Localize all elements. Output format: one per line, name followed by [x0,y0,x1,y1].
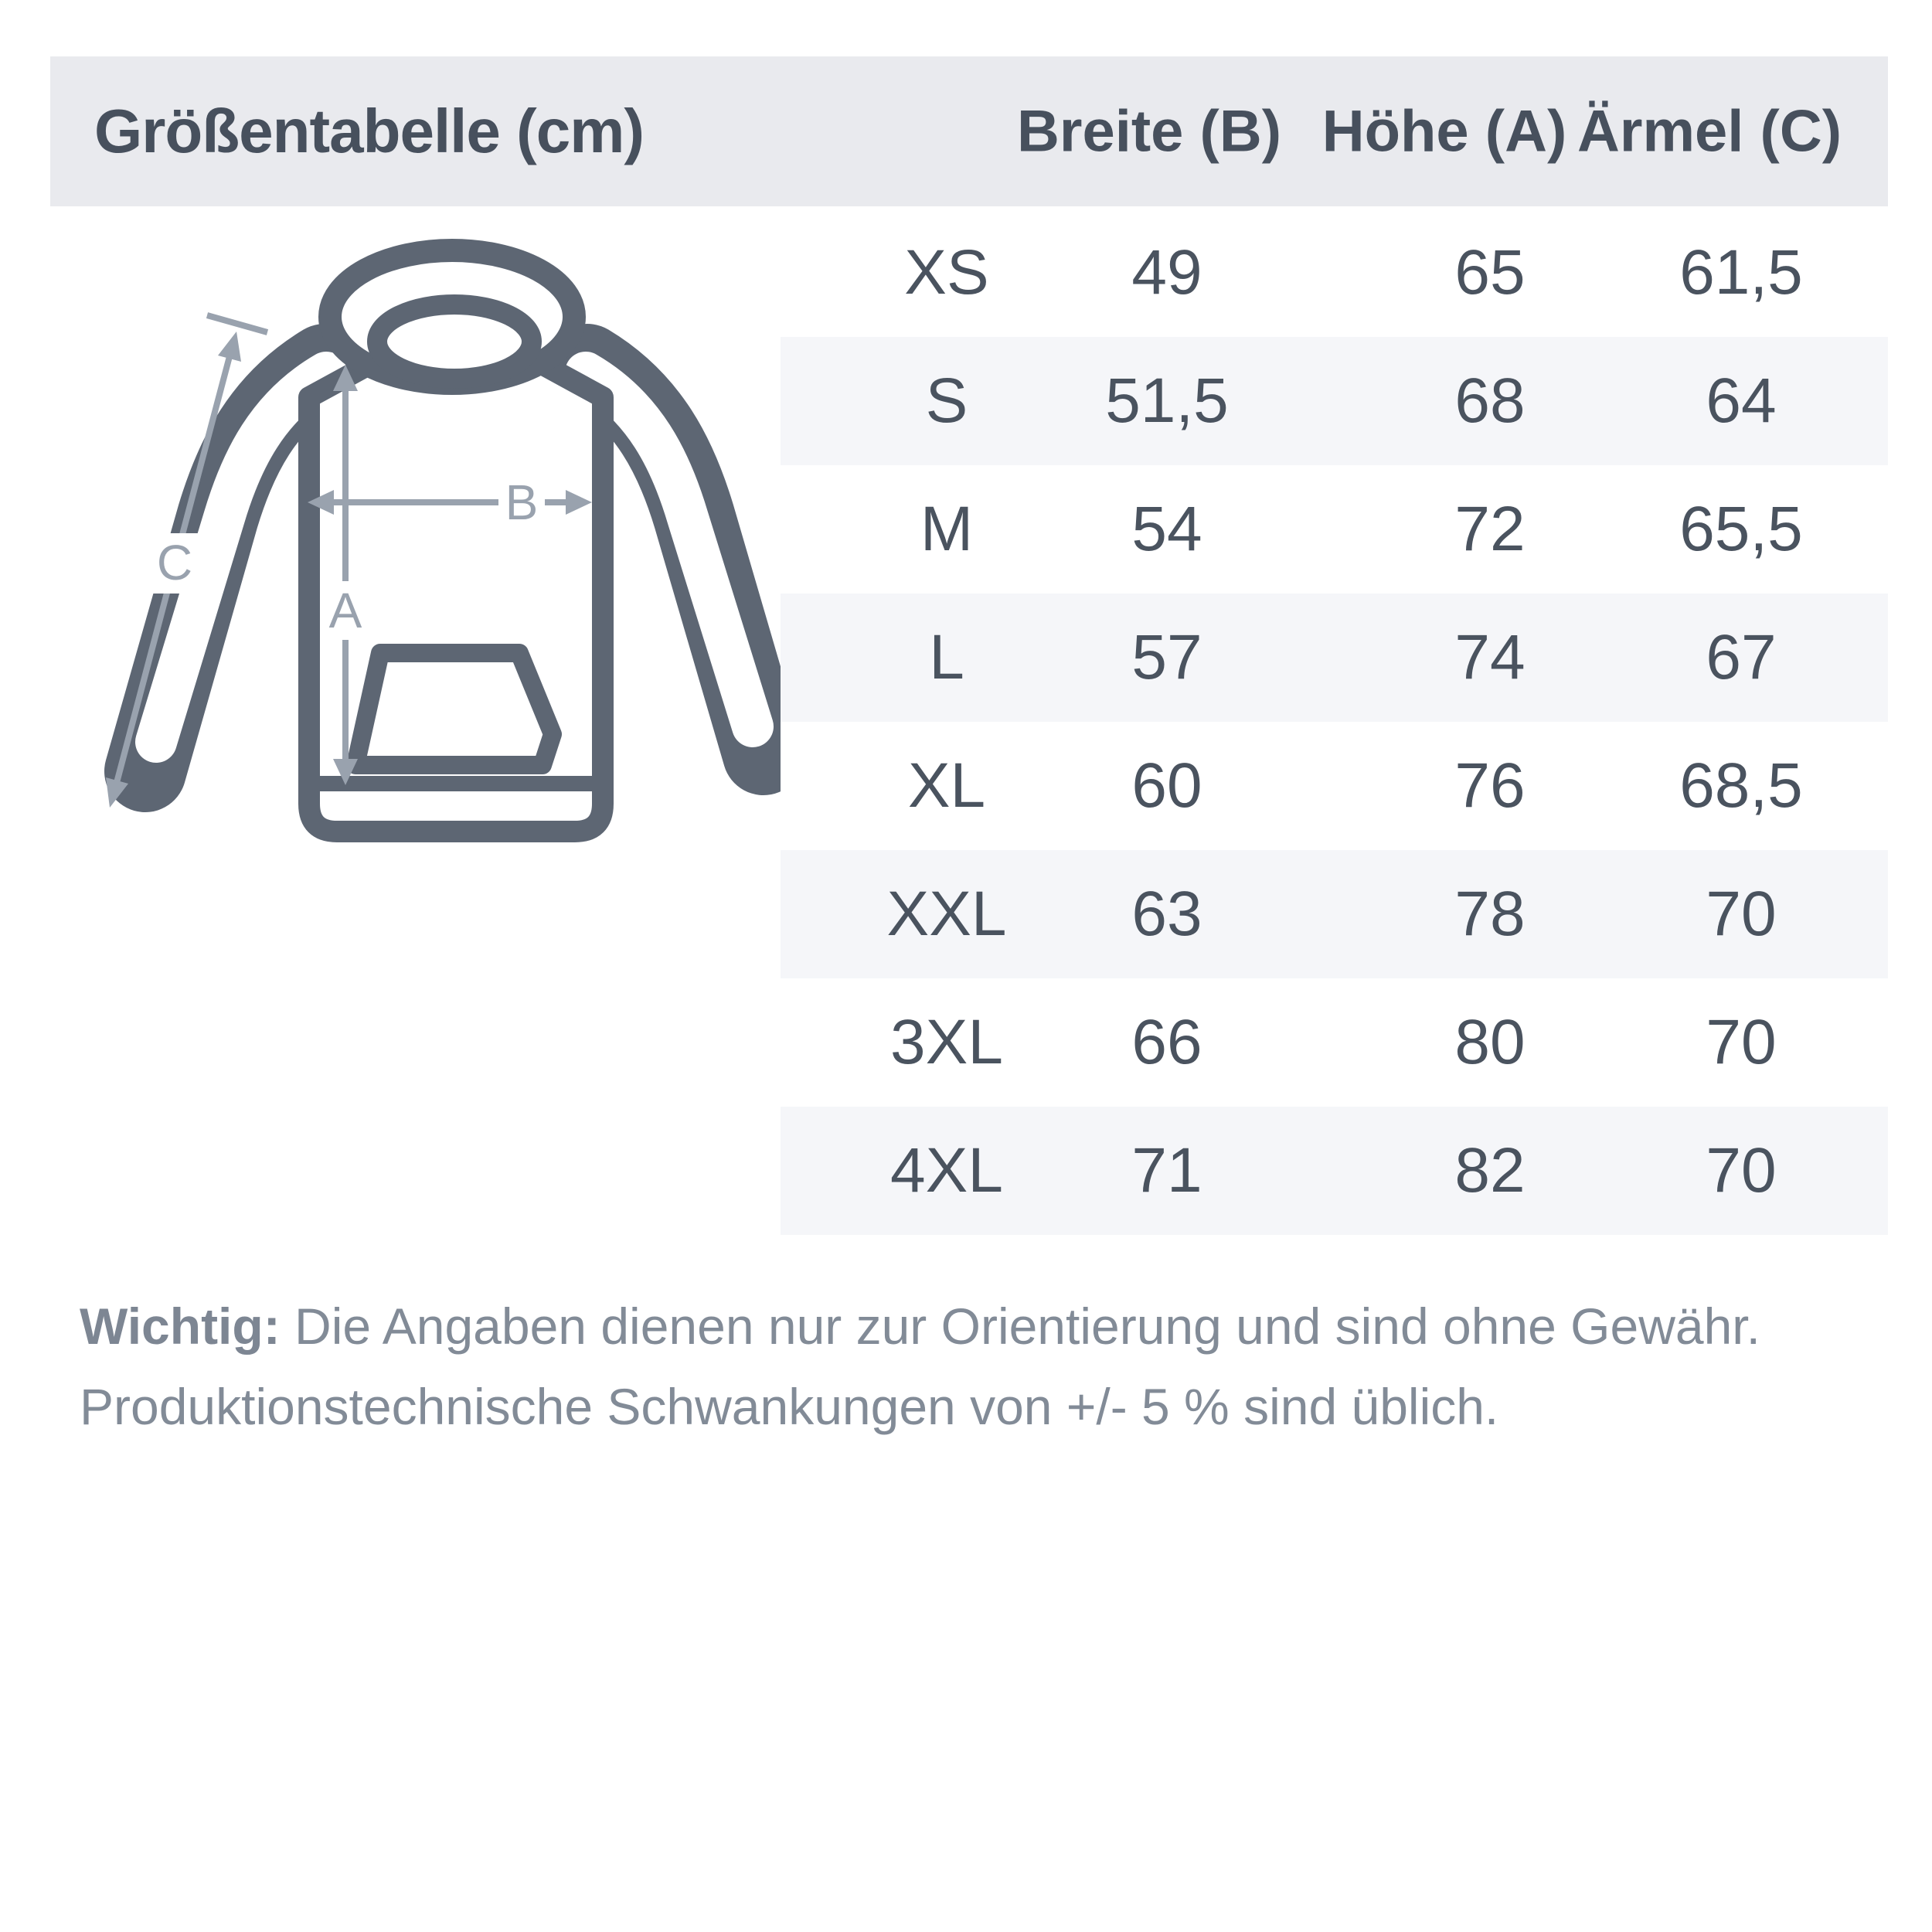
breite-cell: 49 [1131,237,1202,308]
breite-cell: 63 [1131,879,1202,949]
disclaimer-line-1 [80,1286,1826,1366]
page-title: Größentabelle (cm) [94,97,645,165]
table-row [781,337,1888,465]
disclaimer-line-2: Produktionstechnische Schwankungen von +/- 5 % sind üblich. [80,1378,1499,1435]
breite-cell: 57 [1131,622,1202,692]
aermel-cell: 64 [1706,366,1777,436]
table-row [781,1107,1888,1235]
size-cell: S [925,366,968,436]
aermel-cell: 65,5 [1679,494,1803,564]
column-header-aermel: Ärmel (C) [1577,98,1842,165]
hoehe-cell: 72 [1454,494,1526,564]
breite-cell: 51,5 [1105,366,1229,436]
size-cell: XL [907,750,986,821]
hoehe-cell: 68 [1454,366,1526,436]
size-cell: XS [904,237,989,308]
aermel-cell: 70 [1706,879,1777,949]
hoehe-cell: 65 [1454,237,1526,308]
table-header-bar [50,56,1888,206]
hoehe-cell: 80 [1454,1007,1526,1077]
label-b: B [505,474,539,530]
table-row [781,722,1888,850]
aermel-cell: 67 [1706,622,1777,692]
size-cell: XXL [886,879,1007,949]
table-row [781,209,1888,337]
size-cell: 3XL [890,1007,1003,1077]
aermel-cell: 61,5 [1679,237,1803,308]
hoehe-cell: 76 [1454,750,1526,821]
column-header-hoehe: Höhe (A) [1321,98,1567,165]
hoehe-cell: 82 [1454,1135,1526,1206]
hoodie-hood [330,250,574,383]
label-a: A [328,583,362,638]
hoodie-pocket [355,653,553,765]
table-row [781,978,1888,1107]
aermel-cell: 68,5 [1679,750,1803,821]
size-cell: M [920,494,974,564]
breite-cell: 71 [1131,1135,1202,1206]
size-cell: 4XL [890,1135,1003,1206]
disclaimer-line-1-text: Die Angaben dienen nur zur Orientierung und sind ohne Gewähr. [280,1298,1760,1355]
table-row [781,465,1888,594]
hoehe-cell: 74 [1454,622,1526,692]
breite-cell: 60 [1131,750,1202,821]
breite-cell: 54 [1131,494,1202,564]
aermel-cell: 70 [1706,1135,1777,1206]
table-row [781,594,1888,722]
disclaimer-note [80,1286,1826,1447]
hoodie-measurement-diagram [46,232,819,912]
table-row [781,850,1888,978]
size-cell: L [929,622,964,692]
size-table [781,209,1888,1235]
disclaimer-important-label: Wichtig: [80,1298,281,1355]
breite-cell: 66 [1131,1007,1202,1077]
label-c: C [156,535,193,590]
hoehe-cell: 78 [1454,879,1526,949]
aermel-cell: 70 [1706,1007,1777,1077]
column-header-breite: Breite (B) [1016,98,1282,165]
